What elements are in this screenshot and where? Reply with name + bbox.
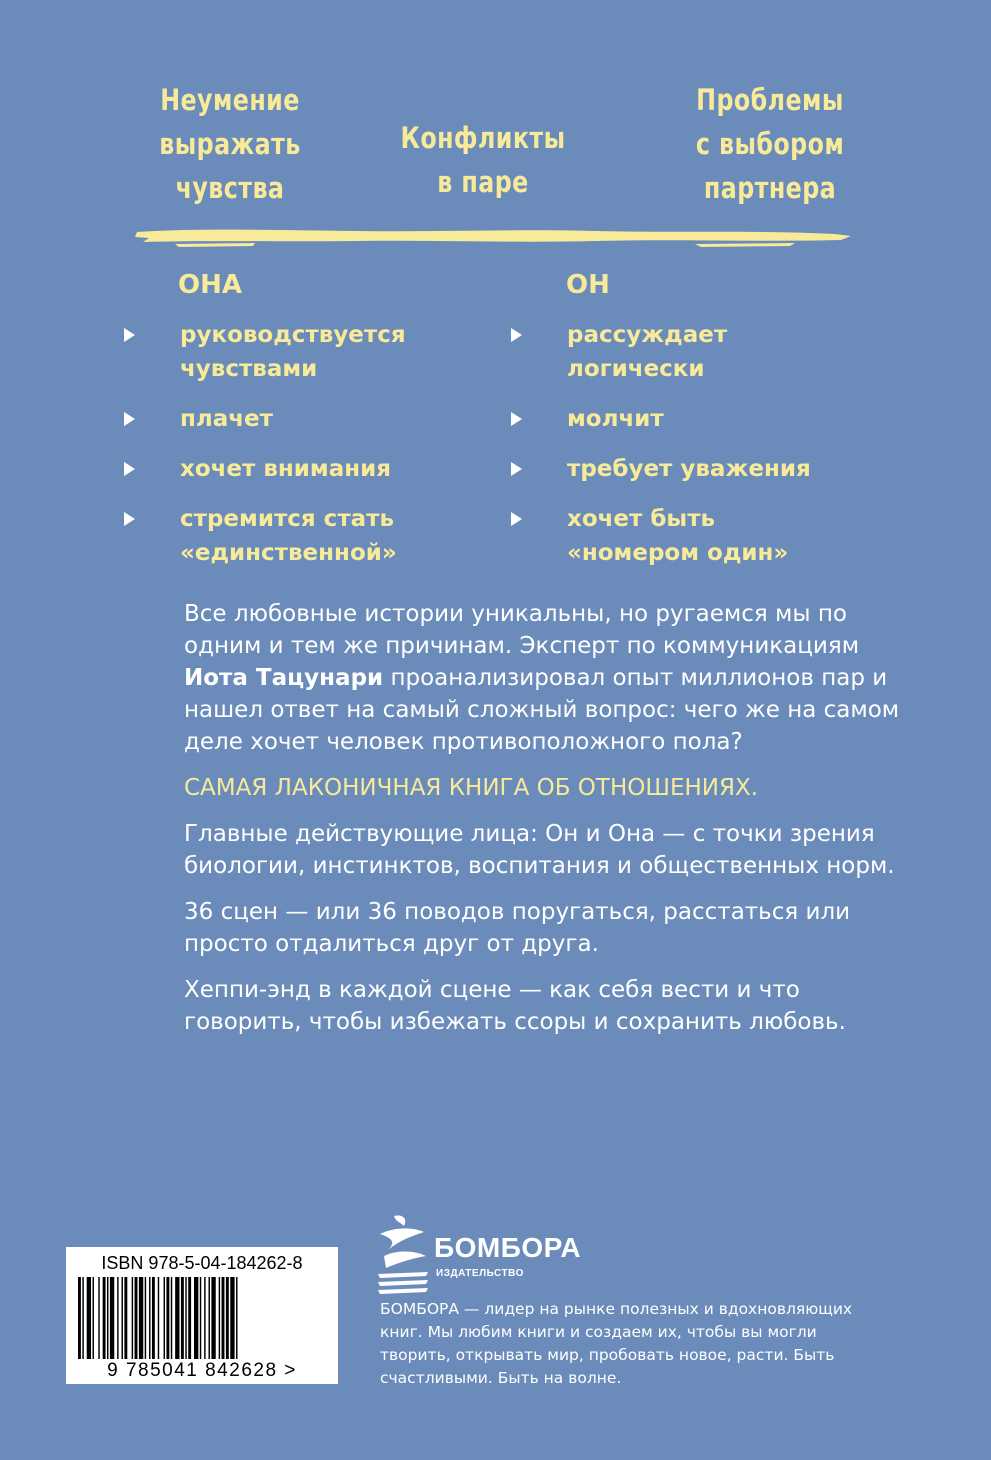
- description-paragraph-1: Все любовные истории уникальны, но ругаемся мы по одним и тем же причинам. Эксперт по коммуникациям Иота Тацунари проанализировал опыт миллионов пар и нашел ответ на самый сложный вопрос: чего же на самом деле хочет человек противоположного пола?: [184, 601, 900, 755]
- barcode-bar: [152, 1277, 155, 1359]
- barcode-bar: [211, 1277, 215, 1359]
- description-paragraph-3: 36 сцен — или 36 поводов поругаться, расстаться или просто отдалиться друг от друга.: [184, 899, 851, 957]
- description-paragraph-4: Хеппи-энд в каждой сцене — как себя вести и что говорить, чтобы избежать ссоры и сохранить любовь.: [184, 977, 846, 1035]
- barcode-bar: [194, 1277, 198, 1359]
- barcode-bar: [209, 1277, 210, 1359]
- barcode-bar: [158, 1277, 159, 1359]
- barcode-bar: [139, 1277, 143, 1359]
- he-column: [511, 318, 841, 586]
- barcode-bar: [175, 1277, 179, 1359]
- arrow-bullet-icon: [124, 512, 135, 526]
- barcode-bar: [124, 1277, 127, 1359]
- arrow-bullet-icon: [124, 462, 135, 476]
- barcode-bar: [149, 1277, 150, 1359]
- list-item: хочет внимания: [124, 452, 454, 486]
- barcode-bar: [82, 1277, 83, 1359]
- barcode-bar: [230, 1277, 234, 1359]
- barcode-bar: [185, 1277, 186, 1359]
- arrow-bullet-icon: [124, 412, 135, 426]
- topics-row: [0, 78, 991, 208]
- barcode-bar: [204, 1277, 205, 1359]
- barcode-bar: [236, 1277, 237, 1359]
- list-item: требует уважения: [511, 452, 841, 486]
- barcode-bar: [135, 1277, 138, 1359]
- barcode-number: 9 785041 842628 >: [107, 1360, 297, 1381]
- barcode-bar: [181, 1277, 184, 1359]
- publisher-about: БОМБОРА — лидер на рынке полезных и вдохновляющих книг. Мы любим книги и создаем их, чтобы вы могли творить, открывать мир, пробовать новое, расти. Быть счастливыми. Быть на волне.: [380, 1300, 853, 1387]
- barcode-bar: [103, 1277, 106, 1359]
- topic-couple-conflicts: Конфликты в паре: [400, 121, 566, 199]
- arrow-bullet-icon: [511, 462, 522, 476]
- barcode-bar: [107, 1277, 108, 1359]
- tagline: САМАЯ ЛАКОНИЧНАЯ КНИГА ОБ ОТНОШЕНИЯХ.: [184, 775, 759, 801]
- barcode-bar: [117, 1277, 118, 1359]
- publisher-emblem-icon: [374, 1212, 432, 1298]
- barcode-bar: [87, 1277, 91, 1359]
- list-item: рассуждает логически: [511, 318, 841, 386]
- topic-partner-choice: Проблемы с выбором партнера: [695, 83, 845, 205]
- list-item: хочет быть «номером один»: [511, 502, 841, 570]
- publisher-name: БОМБОРА: [434, 1232, 582, 1263]
- publisher-subtitle: ИЗДАТЕЛЬСТВО: [436, 1268, 524, 1279]
- isbn-label: ISBN 978-5-04-184262-8: [101, 1253, 303, 1273]
- publisher-logo: [374, 1212, 634, 1302]
- book-description: [184, 598, 904, 1052]
- barcode-bar: [200, 1277, 201, 1359]
- barcode-bar: [171, 1277, 172, 1359]
- topic-expressing-feelings: Неумение выражать чувства: [159, 83, 301, 205]
- barcode-bar: [145, 1277, 146, 1359]
- he-column-title: ОН: [566, 270, 610, 300]
- she-column: [124, 318, 454, 586]
- barcode-bar: [98, 1277, 99, 1359]
- barcode-bar: [188, 1277, 191, 1359]
- barcode-bars: [78, 1277, 326, 1359]
- barcode-bar: [122, 1277, 123, 1359]
- arrow-bullet-icon: [511, 328, 522, 342]
- list-item: плачет: [124, 402, 454, 436]
- brush-stroke-divider: [135, 222, 855, 250]
- description-paragraph-2: Главные действующие лица: Он и Она — с точки зрения биологии, инстинктов, воспитания и общественных норм.: [184, 821, 895, 879]
- arrow-bullet-icon: [511, 412, 522, 426]
- barcode-bar: [93, 1277, 94, 1359]
- barcode-bar: [164, 1277, 165, 1359]
- barcode-bar: [110, 1277, 114, 1359]
- list-item: молчит: [511, 402, 841, 436]
- barcode-bar: [166, 1277, 169, 1359]
- barcode-bar: [78, 1277, 81, 1359]
- barcode-bar: [226, 1277, 229, 1359]
- barcode-bar: [132, 1277, 133, 1359]
- list-item: стремится стать «единственной»: [124, 502, 454, 570]
- barcode-bar: [222, 1277, 225, 1359]
- author-name: Иота Тацунари: [184, 665, 384, 691]
- she-column-title: ОНА: [178, 270, 242, 300]
- list-item: руководствуется чувствами: [124, 318, 454, 386]
- arrow-bullet-icon: [124, 328, 135, 342]
- barcode-bar: [219, 1277, 220, 1359]
- arrow-bullet-icon: [511, 512, 522, 526]
- isbn-barcode: [66, 1247, 338, 1384]
